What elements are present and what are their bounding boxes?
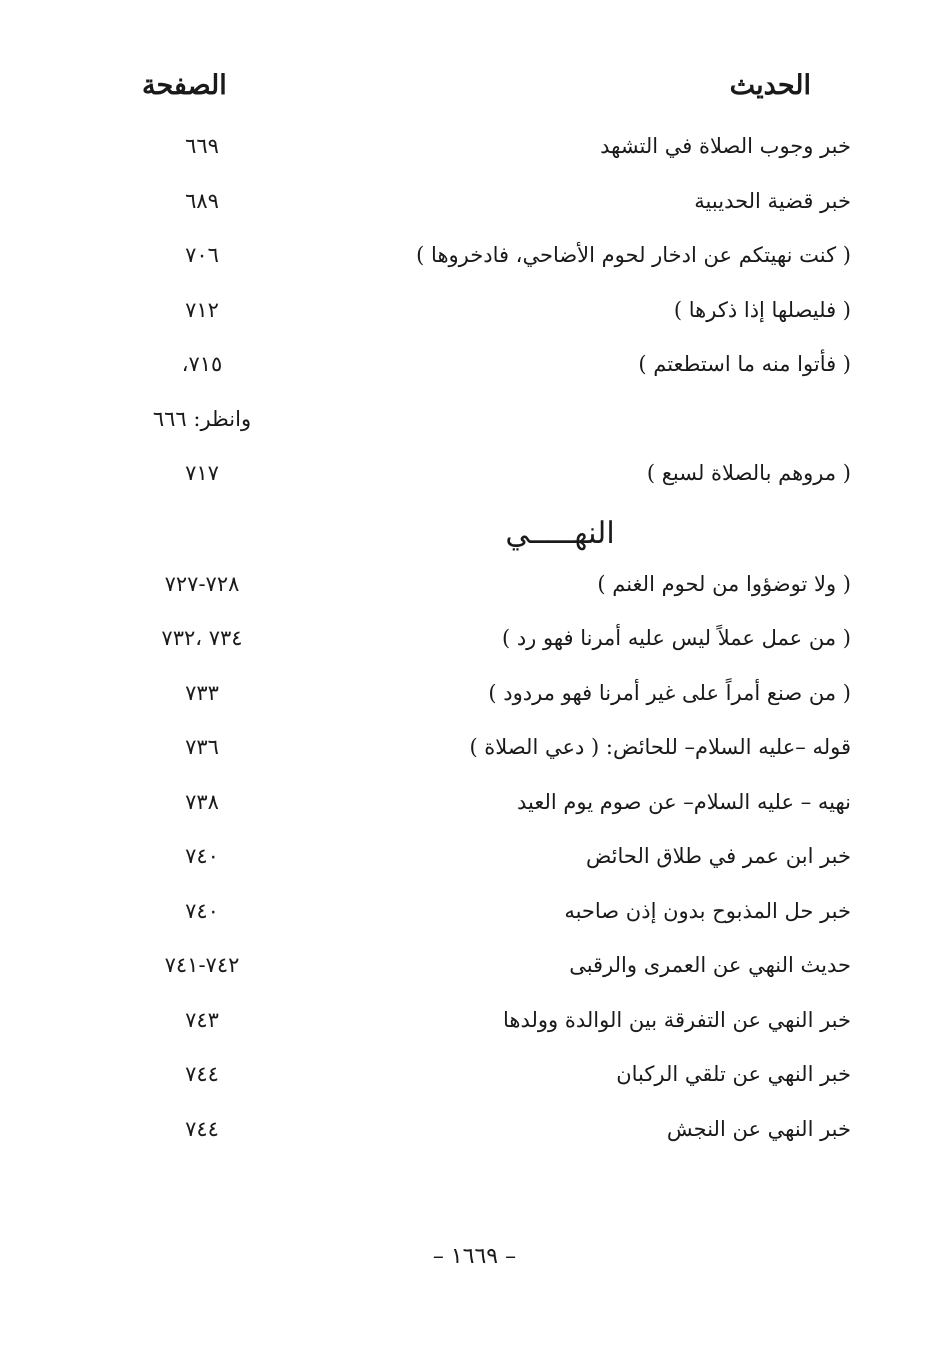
section-heading xyxy=(0,510,949,566)
hadith-text: ( ولا توضؤوا من لحوم الغنم ) xyxy=(597,571,851,596)
hadith-text: ( من صنع أمراً على غير أمرنا فهو مردود ) xyxy=(488,680,851,705)
index-entry xyxy=(0,292,949,347)
index-entry xyxy=(0,729,949,784)
page-reference: ٧٣٤ ،٧٣٢ xyxy=(161,626,243,650)
column-headers xyxy=(0,70,949,110)
page-reference: ٧٤٤ xyxy=(185,1116,219,1141)
hadith-text: خبر النهي عن النجش xyxy=(666,1116,851,1141)
section-title: النهـــــي xyxy=(505,515,615,551)
page-reference: ٧٤٤ xyxy=(185,1062,219,1086)
hadith-text: حديث النهي عن العمرى والرقبى xyxy=(569,953,851,977)
page-reference: ٧٤٢-٧٤١ xyxy=(164,953,240,977)
page-reference: ٧١٢ xyxy=(185,297,219,322)
page-reference: ٧٣٦ xyxy=(185,735,219,759)
index-entry xyxy=(0,1111,949,1166)
hadith-text: ( من عمل عملاً ليس عليه أمرنا فهو رد ) xyxy=(501,626,851,650)
hadith-text: ( كنت نهيتكم عن ادخار لحوم الأضاحي، فادخروها ) xyxy=(416,243,851,267)
hadith-text: نهيه – عليه السلام– عن صوم يوم العيد xyxy=(516,789,851,814)
hadith-column-header: الحديث xyxy=(729,70,811,101)
index-entry xyxy=(0,455,949,510)
page-reference: ٧١٧ xyxy=(185,461,219,485)
page-number: – ١٦٦٩ – xyxy=(432,1244,517,1269)
hadith-text: خبر وجوب الصلاة في التشهد xyxy=(600,134,851,158)
page-reference: ٧٣٨ xyxy=(185,789,219,814)
index-entries xyxy=(0,128,949,1165)
hadith-text: خبر حل المذبوح بدون إذن صاحبه xyxy=(564,898,851,923)
page-reference: ٧٣٣ xyxy=(185,680,219,705)
index-entry xyxy=(0,620,949,675)
hadith-text: ( مروهم بالصلاة لسبع ) xyxy=(646,461,851,485)
page-reference: ٦٦٩ xyxy=(185,134,219,158)
hadith-text: خبر ابن عمر في طلاق الحائض xyxy=(585,844,851,868)
index-entry xyxy=(0,947,949,1002)
index-entry xyxy=(0,893,949,948)
index-entry xyxy=(0,128,949,183)
index-entry xyxy=(0,346,949,401)
page-reference: ٧٤٠ xyxy=(185,844,219,868)
page-reference: ٧٢٨-٧٢٧ xyxy=(164,571,240,596)
page-reference: وانظر: ٦٦٦ xyxy=(152,406,252,431)
index-entry xyxy=(0,237,949,292)
hadith-text: خبر قضية الحديبية xyxy=(694,188,851,213)
index-entry xyxy=(0,675,949,730)
index-entry xyxy=(0,1002,949,1057)
page-column-header: الصفحة xyxy=(142,70,227,101)
index-entry xyxy=(0,566,949,621)
index-entry xyxy=(0,784,949,839)
hadith-text: خبر النهي عن تلقي الركبان xyxy=(616,1062,851,1086)
hadith-text: خبر النهي عن التفرقة بين الوالدة وولدها xyxy=(503,1007,851,1032)
hadith-text: ( فأتوا منه ما استطعتم ) xyxy=(638,352,851,376)
index-entry xyxy=(0,838,949,893)
index-entry xyxy=(0,401,949,456)
page-reference: ٦٨٩ xyxy=(185,188,219,213)
hadith-text: ( فليصلها إذا ذكرها ) xyxy=(673,297,851,322)
page-reference: ٧١٥، xyxy=(181,352,223,376)
page-reference: ٧٤٠ xyxy=(185,898,219,923)
page-reference: ٧٤٣ xyxy=(185,1007,219,1032)
page-reference: ٧٠٦ xyxy=(185,243,219,267)
index-entry xyxy=(0,1056,949,1111)
index-entry xyxy=(0,183,949,238)
hadith-text: قوله –عليه السلام– للحائض: ( دعي الصلاة ) xyxy=(469,735,851,759)
